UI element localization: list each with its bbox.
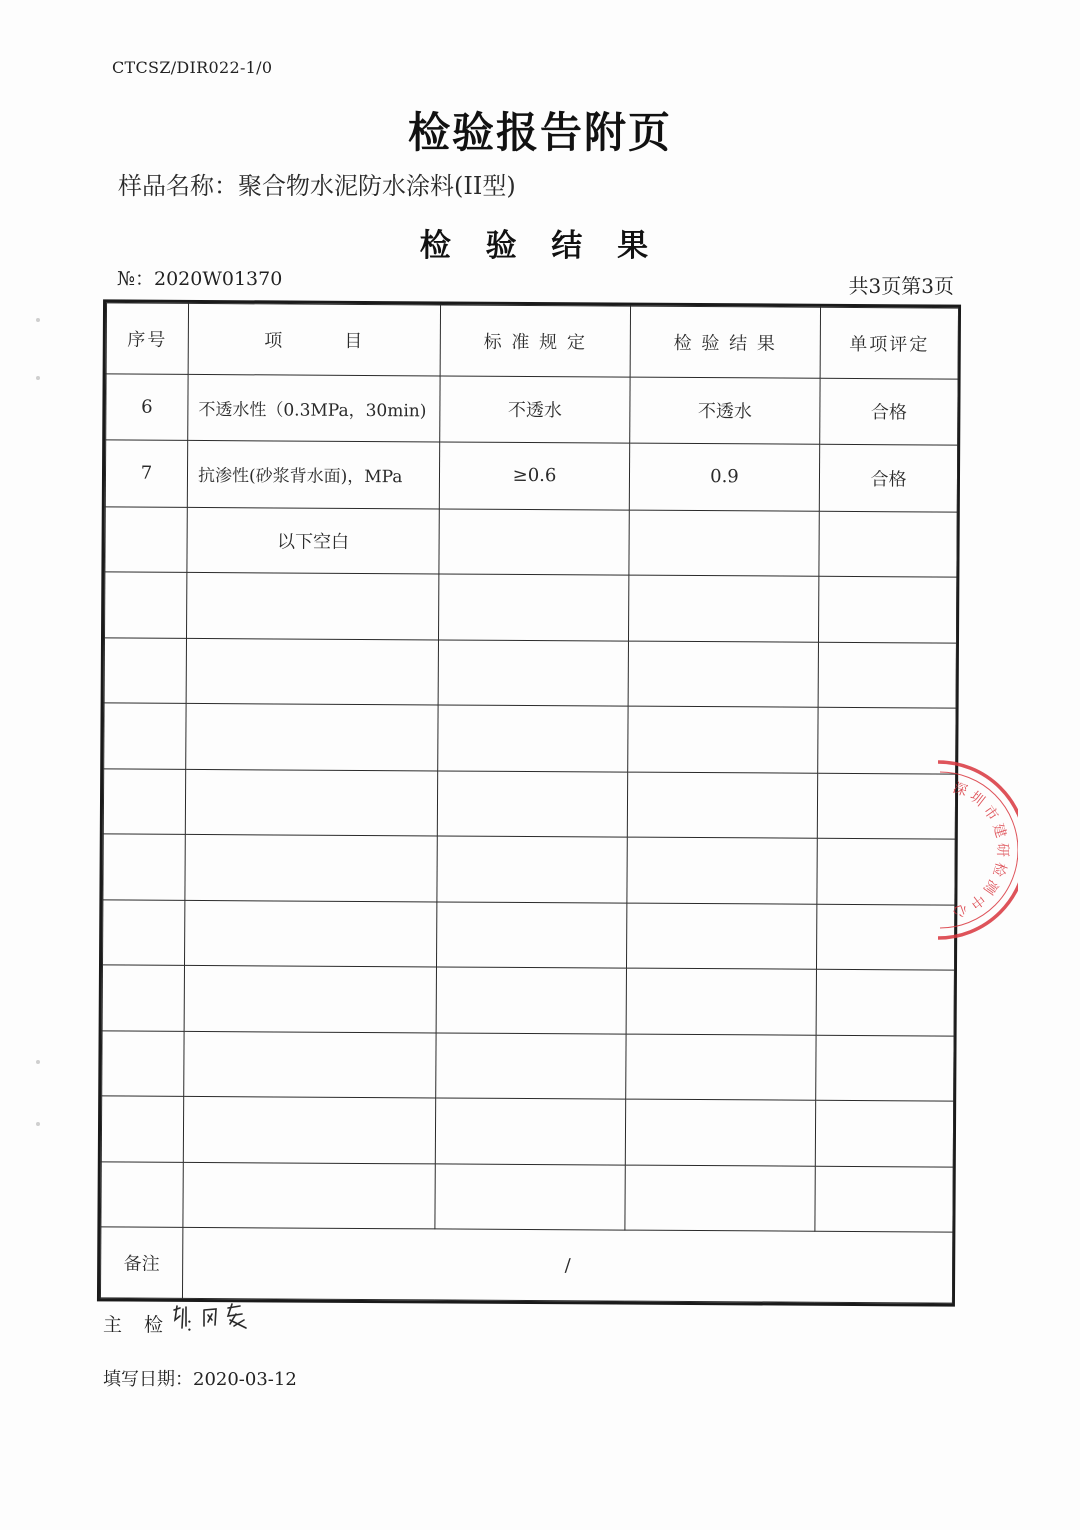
empty-cell	[626, 903, 816, 970]
table-row-empty	[104, 703, 956, 774]
empty-cell	[626, 968, 816, 1035]
seal-glyph: 测	[979, 876, 1001, 898]
empty-cell	[437, 836, 627, 903]
report-number: №：2020W01370	[117, 268, 283, 290]
empty-cell	[625, 1165, 815, 1232]
empty-cell	[103, 769, 185, 835]
header-item-part2: 目	[344, 330, 365, 352]
section-title: 检 验 结 果	[419, 228, 661, 264]
cell-result	[629, 510, 819, 577]
empty-cell	[101, 1162, 183, 1228]
cell-seq	[105, 507, 187, 573]
cell-standard: 不透水	[440, 376, 630, 444]
cell-seq: 6	[106, 373, 188, 440]
header-result: 检 验 结 果	[630, 306, 820, 378]
page-count: 共3页第3页	[848, 274, 954, 298]
fill-date: 填写日期：2020-03-12	[103, 1369, 297, 1390]
inspector-signature	[170, 1300, 260, 1336]
seal-glyph: 市	[979, 802, 1001, 824]
header-item-part1: 项	[264, 330, 285, 352]
header-item	[188, 303, 440, 375]
empty-cell	[628, 575, 818, 642]
binder-mark	[36, 1122, 40, 1126]
table-row-empty	[103, 900, 955, 971]
seal-glyph: 心	[950, 900, 970, 921]
table-row-empty	[104, 638, 956, 709]
empty-cell	[102, 1031, 184, 1097]
sample-name-label: 样品名称：	[118, 172, 238, 200]
sample-name-value: 聚合物水泥防水涂料(II型)	[238, 172, 516, 200]
empty-cell	[186, 704, 438, 771]
cell-item: 不透水性（0.3MPa，30min)	[188, 374, 440, 442]
cell-result: 不透水	[630, 377, 820, 445]
empty-cell	[818, 576, 956, 642]
cell-evaluation	[819, 511, 957, 577]
empty-cell	[101, 1096, 183, 1162]
empty-cell	[627, 772, 817, 839]
empty-cell	[436, 902, 626, 969]
empty-cell	[435, 1098, 625, 1165]
table-row	[105, 507, 957, 578]
empty-cell	[183, 1097, 435, 1164]
empty-cell	[438, 640, 628, 707]
empty-cell	[103, 900, 185, 966]
seal-glyph: 研	[994, 843, 1010, 857]
empty-cell	[183, 1162, 435, 1229]
empty-cell	[104, 638, 186, 704]
table-row-empty	[102, 965, 954, 1036]
empty-cell	[436, 967, 626, 1034]
inspection-seal	[918, 750, 1018, 950]
empty-cell	[436, 1033, 626, 1100]
cell-item-blank-marker: 以下空白	[187, 507, 439, 574]
empty-cell	[185, 769, 437, 836]
empty-cell	[818, 642, 956, 708]
cell-standard: ≥0.6	[439, 442, 629, 510]
empty-cell	[815, 1166, 953, 1232]
empty-cell	[625, 1099, 815, 1166]
empty-cell	[815, 1101, 953, 1167]
cell-evaluation: 合格	[820, 378, 958, 445]
seal-glyph: 建	[989, 821, 1009, 840]
cell-item: 抗渗性(砂浆背水面)，MPa	[187, 441, 439, 509]
empty-cell	[105, 572, 187, 638]
cell-result: 0.9	[629, 443, 819, 511]
empty-cell	[184, 966, 436, 1033]
empty-cell	[185, 900, 437, 967]
empty-cell	[103, 834, 185, 900]
empty-cell	[816, 969, 954, 1035]
remarks-row	[100, 1227, 952, 1303]
empty-cell	[184, 1031, 436, 1098]
results-grid	[100, 302, 959, 1303]
empty-cell	[627, 837, 817, 904]
empty-cell	[104, 703, 186, 769]
table-row	[106, 373, 958, 445]
remarks-value: /	[182, 1228, 952, 1303]
table-row-empty	[105, 572, 957, 643]
empty-cell	[185, 835, 437, 902]
table-row-empty	[103, 769, 955, 840]
seal-glyph: 检	[989, 860, 1009, 879]
empty-cell	[438, 705, 628, 772]
empty-cell	[626, 1034, 816, 1101]
empty-cell	[438, 574, 628, 641]
seal-glyph: 圳	[966, 788, 988, 810]
empty-cell	[437, 771, 627, 838]
document-code: CTCSZ/DIR022-1/0	[112, 58, 273, 77]
empty-cell	[435, 1164, 625, 1231]
binder-mark	[36, 1060, 40, 1064]
table-row-empty	[102, 1031, 954, 1102]
header-evaluation: 单项评定	[820, 307, 958, 378]
table-row-empty	[103, 834, 955, 905]
table-row	[105, 440, 957, 512]
cell-evaluation: 合格	[819, 444, 957, 511]
seal-glyph: 深	[950, 779, 970, 800]
header-seq: 序号	[106, 303, 188, 374]
table-row-empty	[101, 1162, 953, 1233]
empty-cell	[628, 641, 818, 708]
page-title: 检验报告附页	[407, 108, 672, 157]
results-table	[97, 299, 961, 1306]
inspector-label: 主检：	[103, 1314, 227, 1336]
cell-standard	[439, 509, 629, 576]
empty-cell	[628, 706, 818, 773]
empty-cell	[186, 638, 438, 705]
empty-cell	[187, 573, 439, 640]
empty-cell	[102, 965, 184, 1031]
remarks-label: 备注	[100, 1227, 182, 1298]
table-header-row	[106, 303, 958, 379]
header-standard: 标 准 规 定	[440, 305, 630, 377]
empty-cell	[816, 1035, 954, 1101]
seal-glyph: 中	[966, 890, 988, 912]
cell-seq: 7	[105, 440, 187, 507]
sample-name-line	[118, 166, 516, 201]
binder-mark	[36, 376, 40, 380]
table-row-empty	[101, 1096, 953, 1167]
binder-mark	[36, 318, 40, 322]
